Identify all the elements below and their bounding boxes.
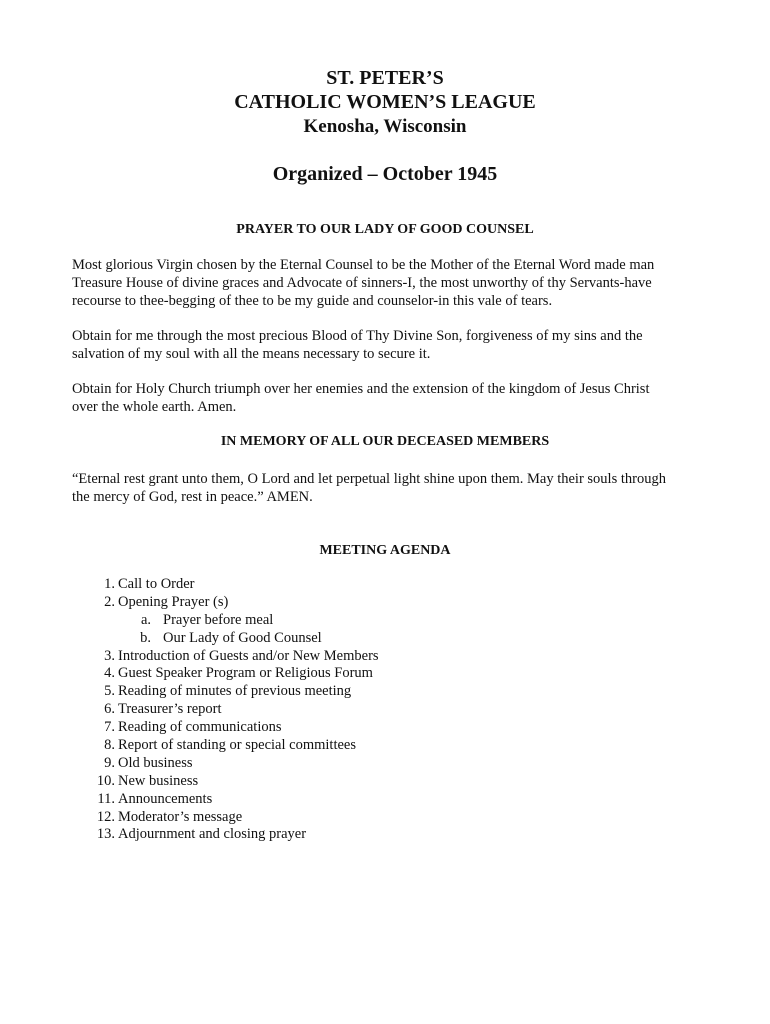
text-line: “Eternal rest grant unto them, O Lord and let perpetual light shine upon them. May their souls through	[72, 471, 666, 487]
text-line: Obtain for me through the most precious Blood of Thy Divine Son, forgiveness of my sins and the	[72, 328, 643, 344]
agenda-item	[0, 755, 770, 773]
agenda-item-number: 9.	[104, 754, 115, 771]
text-line: Obtain for Holy Church triumph over her enemies and the extension of the kingdom of Jesus Christ	[72, 381, 650, 397]
text-line: Most glorious Virgin chosen by the Eternal Counsel to be the Mother of the Eternal Word made man	[72, 257, 655, 273]
agenda-item-text: Call to Order	[118, 576, 195, 592]
agenda-item-number: 3.	[104, 647, 115, 664]
agenda-item-number: b.	[140, 629, 151, 646]
agenda-item-text: Report of standing or special committees	[118, 737, 356, 754]
text-line: the mercy of God, rest in peace.” AMEN.	[72, 489, 313, 505]
prayer-heading: PRAYER TO OUR LADY OF GOOD COUNSEL	[236, 222, 534, 237]
agenda-item	[0, 701, 770, 719]
agenda-item	[0, 791, 770, 809]
agenda-item-text: Adjournment and closing prayer	[118, 826, 307, 843]
org-location: Kenosha, Wisconsin	[303, 116, 467, 137]
organized-date: Organized – October 1945	[272, 163, 498, 185]
agenda-item-text: Old business	[118, 754, 193, 771]
agenda-item-text: Reading of minutes of previous meeting	[118, 683, 352, 700]
agenda-item-text: Moderator’s message	[118, 808, 243, 825]
agenda-item	[0, 648, 770, 666]
agenda-item-text: Introduction of Guests and/or New Members	[118, 647, 379, 664]
prayer-paragraph-2	[72, 327, 712, 363]
agenda-item-text: Opening Prayer (s)	[118, 593, 229, 610]
agenda-item	[0, 826, 770, 844]
agenda-item	[0, 594, 770, 612]
org-name-line1: ST. PETER’S	[326, 67, 444, 89]
agenda-item-number: 4.	[104, 665, 115, 682]
org-name-line2: CATHOLIC WOMEN’S LEAGUE	[234, 91, 536, 113]
agenda-item	[0, 737, 770, 755]
agenda-list	[0, 576, 770, 844]
text-line: salvation of my soul with all the means necessary to secure it.	[72, 346, 431, 362]
agenda-item-number: 10.	[96, 772, 115, 789]
agenda-item	[0, 665, 770, 683]
agenda-item	[0, 576, 770, 594]
agenda-item	[0, 719, 770, 737]
agenda-item-text: Prayer before meal	[163, 611, 274, 628]
memory-heading: IN MEMORY OF ALL OUR DECEASED MEMBERS	[220, 434, 550, 449]
agenda-item-number: a.	[140, 611, 151, 628]
agenda-item-number: 12.	[96, 808, 115, 825]
agenda-item	[0, 773, 770, 791]
text-line: over the whole earth. Amen.	[72, 399, 237, 415]
agenda-item-number: 7.	[104, 719, 115, 736]
agenda-item-text: Announcements	[118, 790, 213, 807]
text-line: recourse to thee-begging of thee to be my guide and counselor-in this vale of tears.	[72, 293, 553, 309]
agenda-item-text: Treasurer’s report	[118, 701, 222, 718]
agenda-item-text: Guest Speaker Program or Religious Forum	[118, 665, 373, 682]
agenda-subitem	[0, 612, 770, 630]
agenda-item-number: 5.	[104, 683, 115, 700]
agenda-item	[0, 683, 770, 701]
agenda-item-number: 1.	[104, 576, 115, 592]
agenda-item-number: 13.	[96, 826, 115, 843]
agenda-item	[0, 809, 770, 827]
prayer-paragraph-1	[72, 256, 712, 310]
agenda-item-number: 2.	[104, 593, 115, 610]
text-line: Treasure House of divine graces and Advocate of sinners-I, the most unworthy of thy Servants-have	[72, 275, 652, 291]
agenda-item-number: 8.	[104, 737, 115, 754]
agenda-item-number: 6.	[104, 701, 115, 718]
agenda-subitem	[0, 630, 770, 648]
agenda-heading: MEETING AGENDA	[319, 543, 451, 558]
agenda-item-number: 11.	[97, 790, 115, 807]
memory-paragraph	[72, 470, 712, 506]
agenda-item-text: Our Lady of Good Counsel	[163, 629, 322, 646]
agenda-item-text: New business	[118, 772, 199, 789]
agenda-item-text: Reading of communications	[118, 719, 282, 736]
prayer-paragraph-3	[72, 380, 712, 416]
